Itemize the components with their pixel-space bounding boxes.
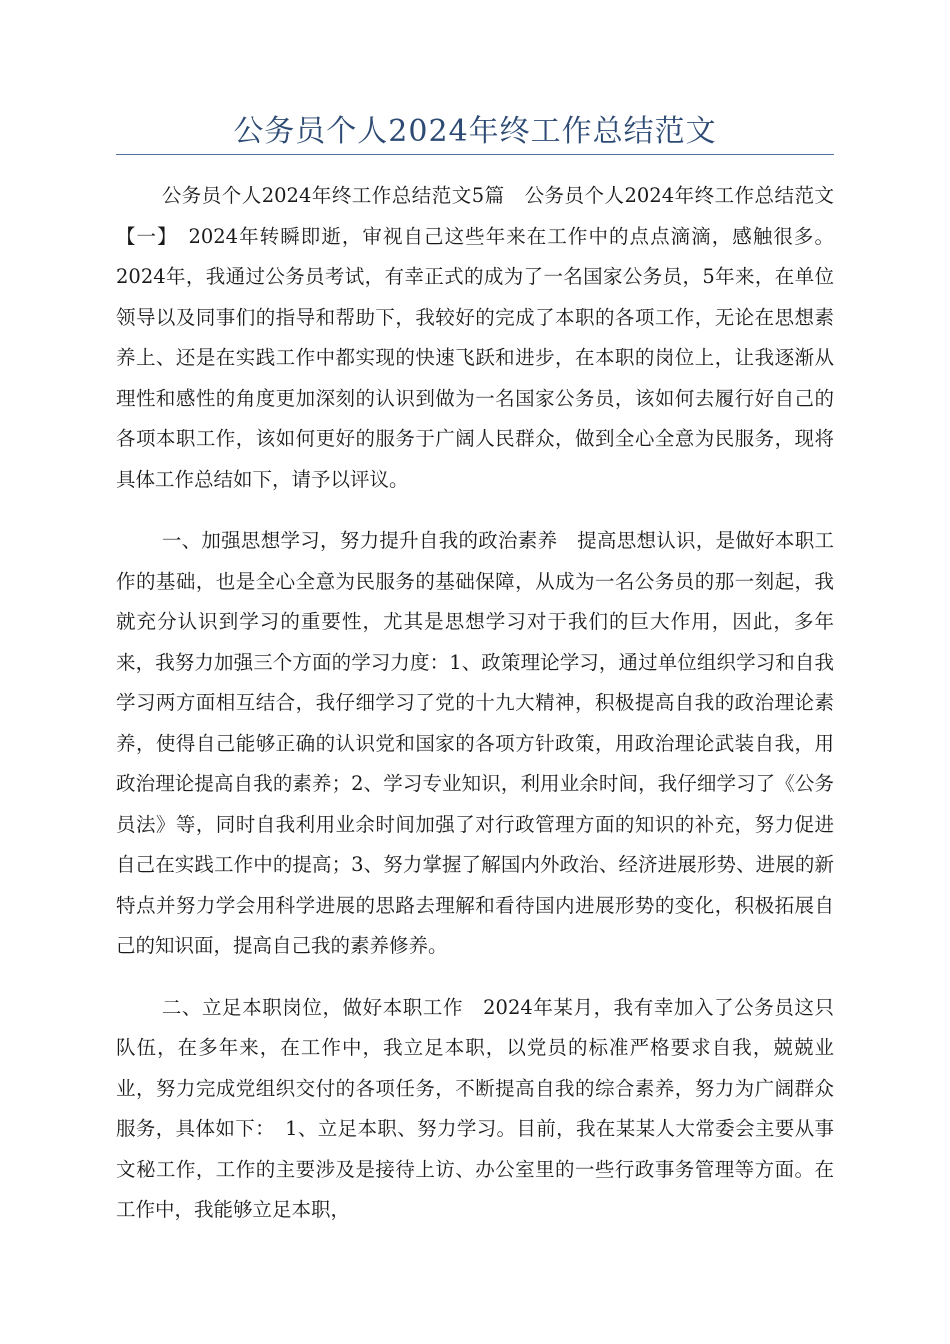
paragraph: 公务员个人2024年终工作总结范文5篇 公务员个人2024年终工作总结范文【一】 2024年转瞬即逝，审视自己这些年来在工作中的点点滴滴，感触很多。2024年，我通过公务员考试，有幸正式的成为了一名国家公务员，5年来，在单位领导以及同事们的指导和帮助下，我较好的完成了本职的各项工作，无论在思想素养上、还是在实践工作中都实现的快速飞跃和进步，在本职的岗位上，让我逐渐从理性和感性的角度更加深刻的认识到做为一名国家公务员，该如何去履行好自己的各项本职工作，该如何更好的服务于广阔人民群众，做到全心全意为民服务，现将具体工作总结如下，请予以评议。	[116, 184, 834, 491]
title-underline	[116, 154, 834, 155]
document-body	[116, 176, 834, 1252]
paragraph: 二、立足本职岗位，做好本职工作 2024年某月，我有幸加入了公务员这只队伍，在多年来，在工作中，我立足本职，以党员的标准严格要求自我，兢兢业业，努力完成党组织交付的各项任务，不断提高自我的综合素养，努力为广阔群众服务，具体如下： 1、立足本职、努力学习。目前，我在某某人大常委会主要从事文秘工作，工作的主要涉及是接待上访、办公室里的一些行政事务管理等方面。在工作中，我能够立足本职，	[116, 995, 834, 1221]
document-title: 公务员个人2024年终工作总结范文	[233, 114, 717, 149]
paragraph: 一、加强思想学习，努力提升自我的政治素养 提高思想认识，是做好本职工作的基础，也是全心全意为民服务的基础保障，从成为一名公务员的那一刻起，我就充分认识到学习的重要性，尤其是思想学习对于我们的巨大作用，因此，多年来，我努力加强三个方面的学习力度：1、政策理论学习，通过单位组织学习和自我学习两方面相互结合，我仔细学习了党的十九大精神，积极提高自我的政治理论素养，使得自己能够正确的认识党和国家的各项方针政策，用政治理论武装自我，用政治理论提高自我的素养；2、学习专业知识，利用业余时间，我仔细学习了《公务员法》等，同时自我利用业余时间加强了对行政管理方面的知识的补充，努力促进自己在实践工作中的提高；3、努力掌握了解国内外政治、经济进展形势、进展的新特点并努力学会用科学进展的思路去理解和看待国内进展形势的变化，积极拓展自己的知识面，提高自己我的素养修养。	[116, 529, 834, 957]
